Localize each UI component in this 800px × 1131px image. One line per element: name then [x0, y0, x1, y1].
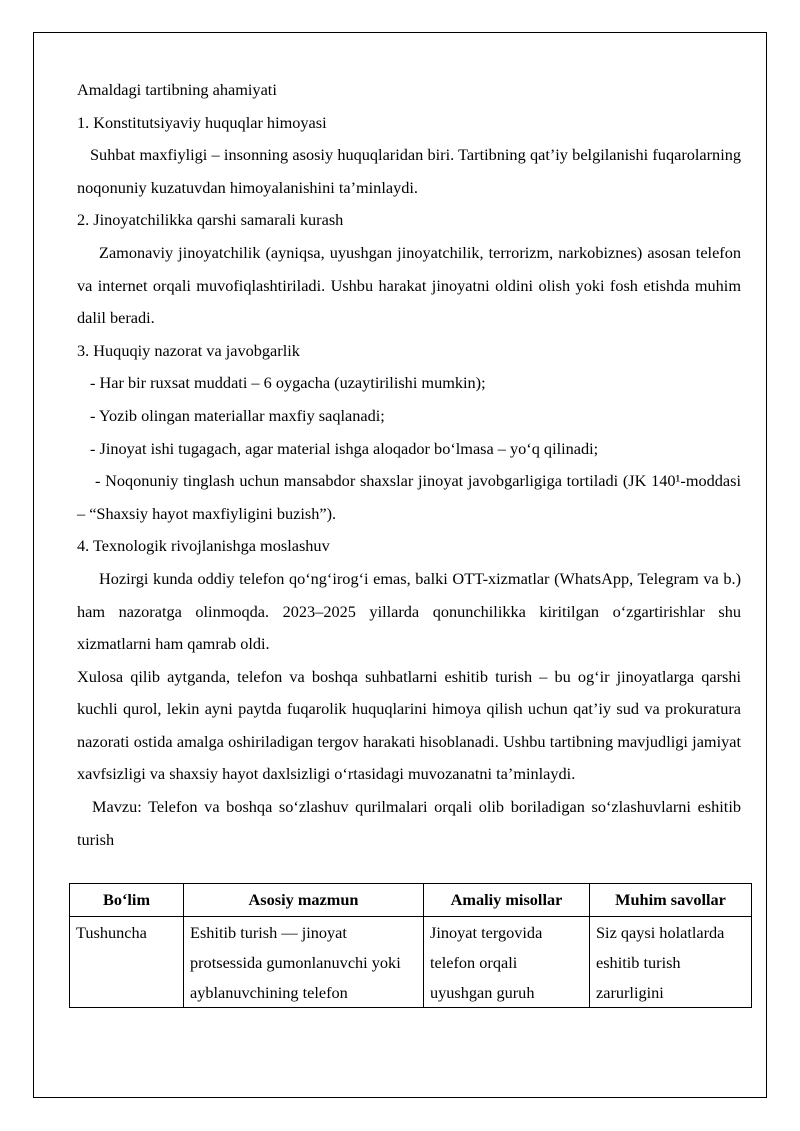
table-cell [590, 917, 752, 1008]
cell-text: Eshitib turish — jinoyat protsessida gumonlanuvchi yoki ayblanuvchining telefon [190, 923, 401, 1003]
table-header-cell: Bo‘lim [70, 884, 184, 917]
table-cell [184, 917, 424, 1008]
section-1-title: 1. Konstitutsiyaviy huquqlar himoyasi [77, 112, 327, 132]
document-heading: Amaldagi tartibning ahamiyati [77, 80, 277, 99]
table-row [70, 917, 752, 1008]
section-2-text: Zamonaviy jinoyatchilik (ayniqsa, uyushgan jinoyatchilik, terrorizm, narkobiznes) asosan telefon va internet orqali muvofiqlashtiriladi. Ushbu harakat jinoyatni oldini olish yoki fosh etishda muhim dalil beradi. [77, 242, 741, 328]
section-3-title: 3. Huquqiy nazorat va javobgarlik [77, 340, 300, 360]
table-header-cell: Muhim savollar [590, 884, 752, 917]
topic-line: Mavzu: Telefon va boshqa so‘zlashuv qurilmalari orqali olib boriladigan so‘zlashuvlarni eshitib turish [77, 797, 741, 849]
summary-table [69, 883, 752, 1008]
cell-text: Jinoyat tergovida telefon orqali uyushgan guruh [430, 923, 543, 1003]
cell-text: Tushuncha [76, 923, 147, 943]
cell-text: Siz qaysi holatlarda eshitib turish zarurligini [596, 923, 725, 1003]
table-cell [70, 917, 184, 1008]
table-header-row [70, 884, 752, 917]
section-4-title: 4. Texnologik rivojlanishga moslashuv [77, 536, 330, 556]
table-header-cell: Amaliy misollar [424, 884, 590, 917]
section-3-item-3: - Jinoyat ishi tugagach, agar material ishga aloqador bo‘lmasa – yo‘q qilinadi; [90, 438, 599, 458]
section-2-title: 2. Jinoyatchilikka qarshi samarali kurash [77, 210, 344, 230]
section-1-text: Suhbat maxfiyligi – insonning asosiy huquqlaridan biri. Tartibning qat’iy belgilanishi fuqarolarning noqonuniy kuzatuvdan himoyalanishini ta’minlaydi. [77, 145, 741, 197]
section-4-text: Hozirgi kunda oddiy telefon qo‘ng‘irog‘i emas, balki OTT-xizmatlar (WhatsApp, Telegram va b.) ham nazoratga olinmoqda. 2023–2025 yillarda qonunchilikka kiritilgan o‘zgartirishlar shu xizmatlarni ham qamrab oldi. [77, 568, 741, 654]
section-3-item-2: - Yozib olingan materiallar maxfiy saqlanadi; [90, 405, 385, 425]
document-body [77, 74, 741, 1008]
conclusion-paragraph: Xulosa qilib aytganda, telefon va boshqa suhbatlarni eshitib turish – bu og‘ir jinoyatlarga qarshi kuchli qurol, lekin ayni paytda fuqarolik huquqlarini himoya qilish uchun qat’iy sud va prokuratura nazorati ostida amalga oshiriladigan tergov harakati hisoblanadi. Ushbu tartibning mavjudligi jamiyat xavfsizligi va shaxsiy hayot daxlsizligi o‘rtasidagi muvozanatni ta’minlaydi. [77, 666, 741, 784]
table-cell [424, 917, 590, 1008]
spacer [77, 856, 741, 883]
section-3-item-1: - Har bir ruxsat muddati – 6 oygacha (uzaytirilishi mumkin); [90, 373, 486, 393]
section-3-item-4: - Noqonuniy tinglash uchun mansabdor shaxslar jinoyat javobgarligiga tortiladi (JK 140¹-moddasi – “Shaxsiy hayot maxfiyligini buzish”). [77, 471, 741, 523]
table-header-cell: Asosiy mazmun [184, 884, 424, 917]
